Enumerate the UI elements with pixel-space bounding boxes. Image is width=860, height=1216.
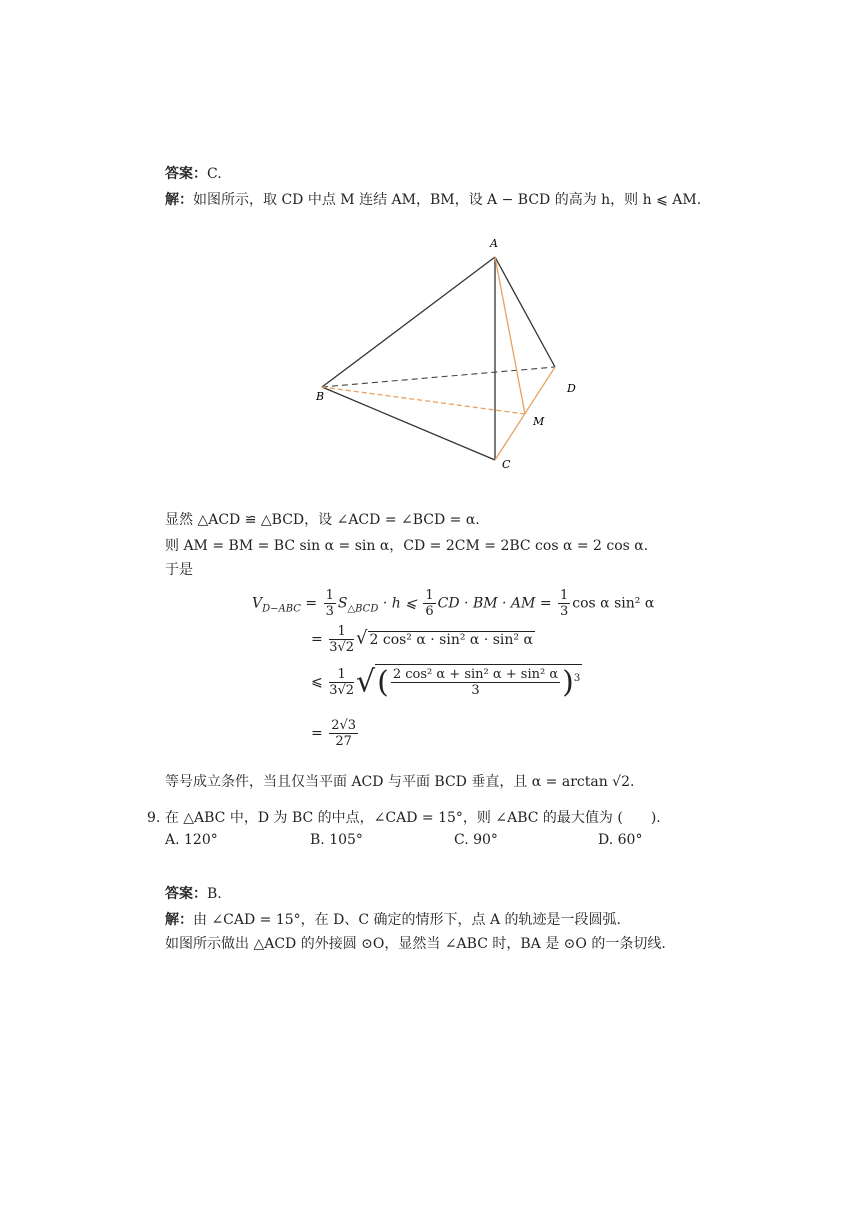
solid-edges bbox=[322, 257, 555, 460]
fraction-one-sixth: $\frac{1}{6}$ bbox=[425, 588, 434, 619]
sqrt-radicand: 2 cos² α · sin² α · sin² α bbox=[369, 631, 533, 648]
segment-am bbox=[495, 257, 525, 414]
label-m: M bbox=[533, 415, 545, 428]
solution-line-2 bbox=[165, 910, 621, 930]
question-text: 在 △ABC 中，D 为 BC 的中点，∠CAD = 15°，则 ∠ABC 的最大值为 ( ). bbox=[164, 810, 661, 826]
solution-label-2: 解： bbox=[165, 912, 193, 928]
sqrt-sign-large: √ bbox=[356, 664, 376, 700]
fraction-result: $\frac{2√3}{27}$ bbox=[331, 718, 357, 749]
edge-bc bbox=[322, 387, 495, 460]
tetrahedron-figure bbox=[300, 232, 600, 477]
derivation-line-2: = $\frac{1}{3√2}$ √ 2 cos² α · sin² α · sin² α bbox=[311, 624, 533, 655]
question-number: 9. bbox=[147, 810, 161, 826]
sqrt-sign: √ bbox=[356, 627, 368, 649]
answer-label-2: 答案： bbox=[165, 886, 207, 902]
then-line: 则 AM = BM = BC sin α = sin α，CD = 2CM = 2BC cos α = 2 cos α. bbox=[165, 538, 649, 554]
fraction-one-third-b: $\frac{1}{3}$ bbox=[560, 588, 569, 619]
congruent-line: 显然 △ACD ≌ △BCD，设 ∠ACD = ∠BCD = α. bbox=[165, 512, 480, 528]
option-d: D. 60° bbox=[598, 832, 643, 848]
edge-bd-dashed bbox=[322, 367, 555, 387]
solution-line-1 bbox=[165, 190, 701, 210]
answer-line-2 bbox=[165, 884, 222, 904]
question-9 bbox=[147, 808, 661, 828]
fraction-one-over-three-root-two: $\frac{1}{3√2}$ bbox=[329, 624, 355, 655]
derivation-line-3: ⩽ $\frac{1}{3√2}$ √( $\frac{\text{2 cos² α + sin² α + sin² α}}{3}$ )$^3$ bbox=[311, 664, 581, 700]
fraction-one-over-three-root-two-b: $\frac{1}{3√2}$ bbox=[329, 666, 355, 698]
solution-text-2: 由 ∠CAD = 15°，在 D、C 确定的情形下，点 A 的轨迹是一段圆弧. bbox=[193, 912, 621, 928]
so-line: 于是 bbox=[165, 562, 193, 578]
label-c: C bbox=[502, 458, 511, 471]
derivation-line-4: = $\frac{2√3}{27}$ bbox=[311, 718, 357, 749]
equality-condition: 等号成立条件，当且仅当平面 ACD 与平面 BCD 垂直，且 α = arctan √2. bbox=[165, 774, 635, 790]
average-fraction: $\frac{\text{2 cos² α + sin² α + sin² α}}{3}$ bbox=[392, 667, 559, 698]
derivation-line-1: $V_{D-ABC}$ = $\frac{1}{3}$ $S_{\triangle BCD} \cdot h$ ⩽ $\frac{1}{6}$ CD · BM · AM = $\frac{1}{3}$ cos α sin² α bbox=[252, 588, 655, 619]
label-b: B bbox=[316, 390, 325, 403]
answer-value-2: B. bbox=[207, 886, 222, 902]
answer-line-1 bbox=[165, 164, 222, 184]
label-d: D bbox=[567, 382, 576, 395]
orange-segments bbox=[322, 257, 555, 460]
option-a: A. 120° bbox=[165, 832, 218, 848]
fraction-one-third: $\frac{1}{3}$ bbox=[325, 588, 334, 619]
solution-line-3: 如图所示做出 △ACD 的外接圆 ⊙O，显然当 ∠ABC 时，BA 是 ⊙O 的一条切线. bbox=[165, 936, 666, 952]
solution-label: 解： bbox=[165, 192, 193, 208]
answer-label: 答案： bbox=[165, 166, 207, 182]
option-b: B. 105° bbox=[310, 832, 363, 848]
answer-value: C. bbox=[207, 166, 222, 182]
edge-ad bbox=[495, 257, 555, 367]
label-a: A bbox=[490, 237, 498, 250]
solution-text: 如图所示，取 CD 中点 M 连结 AM，BM，设 A − BCD 的高为 h，则 h ⩽ AM. bbox=[193, 192, 702, 208]
edge-cd bbox=[495, 367, 555, 460]
option-c: C. 90° bbox=[454, 832, 498, 848]
edge-ab bbox=[322, 257, 495, 387]
